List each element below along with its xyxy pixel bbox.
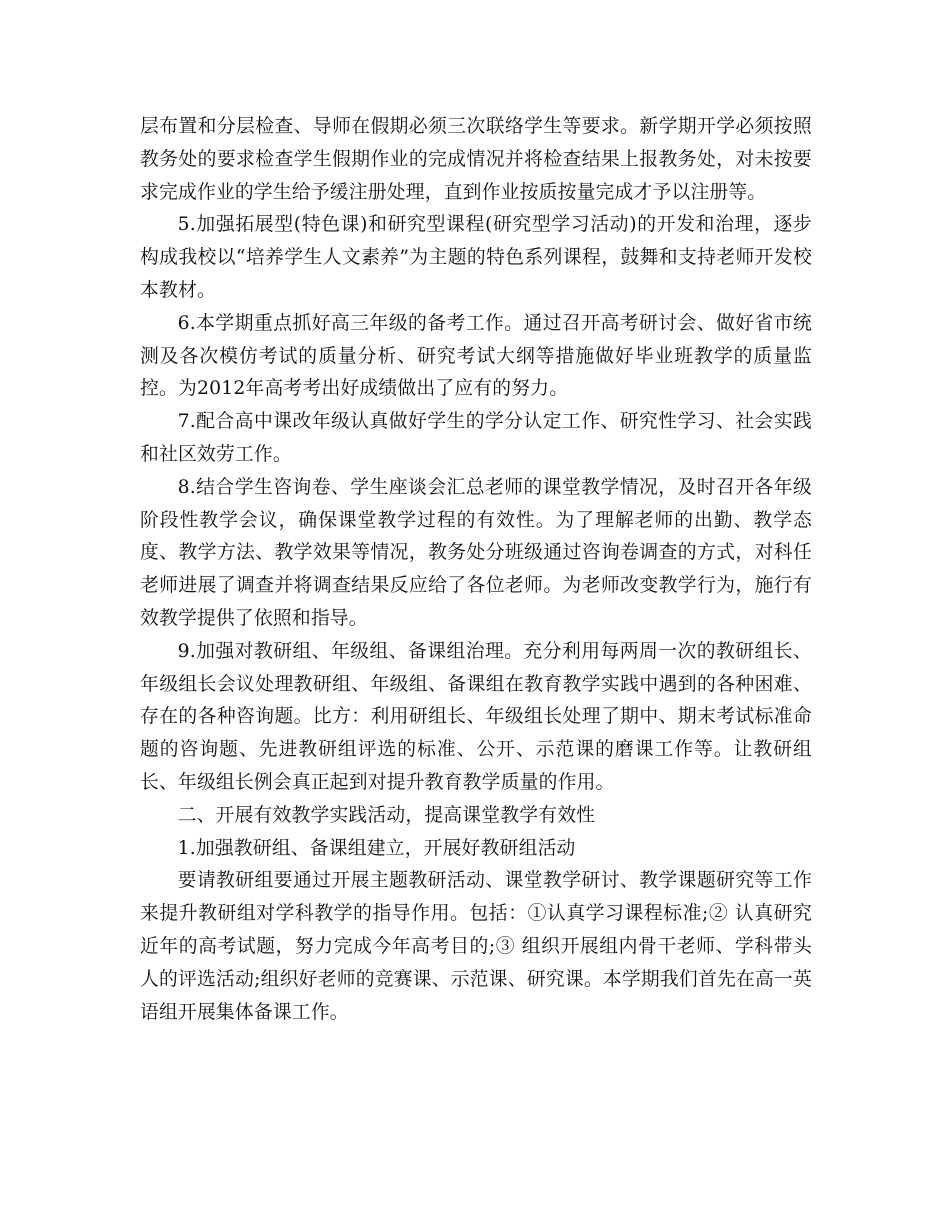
paragraph-subsection-body: 要请教研组要通过开展主题教研活动、课堂教学研讨、教学课题研究等工作来提升教研组对学科教学的指导作用。包括：①认真学习课程标准;② 认真研究近年的高考试题，努力完成今年高考目的;③ 组织开展组内骨干老师、学科带头人的评选活动;组织好老师的竞赛课、示范课、研究课。本学期我们首先在高一英语组开展集体备课工作。 <box>140 870 812 1023</box>
paragraph-continuation: 层布置和分层检查、导师在假期必须三次联络学生等要求。新学期开学必须按照教务处的要求检查学生假期作业的完成情况并将检查结果上报教务处，对未按要求完成作业的学生给予缓注册处理，直到作业按质按量完成才予以注册等。 <box>140 116 812 203</box>
paragraph-item-9: 9.加强对教研组、年级组、备课组治理。充分利用每两周一次的教研组长、年级组长会议处理教研组、年级组、备课组在教育教学实践中遇到的各种困难、存在的各种咨询题。比方：利用研组长、年级组长处理了期中、期末考试标准命题的咨询题、先进教研组评选的标准、公开、示范课的磨课工作等。让教研组长、年级组长例会真正起到对提升教育教学质量的作用。 <box>140 640 812 793</box>
paragraph-item-6: 6.本学期重点抓好高三年级的备考工作。通过召开高考研讨会、做好省市统测及各次模仿考试的质量分析、研究考试大纲等措施做好毕业班教学的质量监控。为2012年高考考出好成绩做出了应有的努力。 <box>140 312 812 400</box>
paragraph-item-7: 7.配合高中课改年级认真做好学生的学分认定工作、研究性学习、社会实践和社区效劳工作。 <box>140 411 812 465</box>
document-body <box>140 111 812 1029</box>
paragraph-item-8: 8.结合学生咨询卷、学生座谈会汇总老师的课堂教学情况，及时召开各年级阶段性教学会议，确保课堂教学过程的有效性。为了理解老师的出勤、教学态度、教学方法、教学效果等情况，教务处分班级通过咨询卷调查的方式，对科任老师进展了调查并将调查结果反应给了各位老师。为老师改变教学行为，施行有效教学提供了依照和指导。 <box>140 476 812 629</box>
section-heading-2: 二、开展有效教学实践活动，提高课堂教学有效性 <box>177 804 596 826</box>
subsection-heading-1: 1.加强教研组、备课组建立，开展好教研组活动 <box>177 837 576 859</box>
paragraph-item-5: 5.加强拓展型(特色课)和研究型课程(研究型学习活动)的开发和治理，逐步构成我校以“培养学生人文素养”为主题的特色系列课程，鼓舞和支持老师开发校本教材。 <box>140 214 812 301</box>
